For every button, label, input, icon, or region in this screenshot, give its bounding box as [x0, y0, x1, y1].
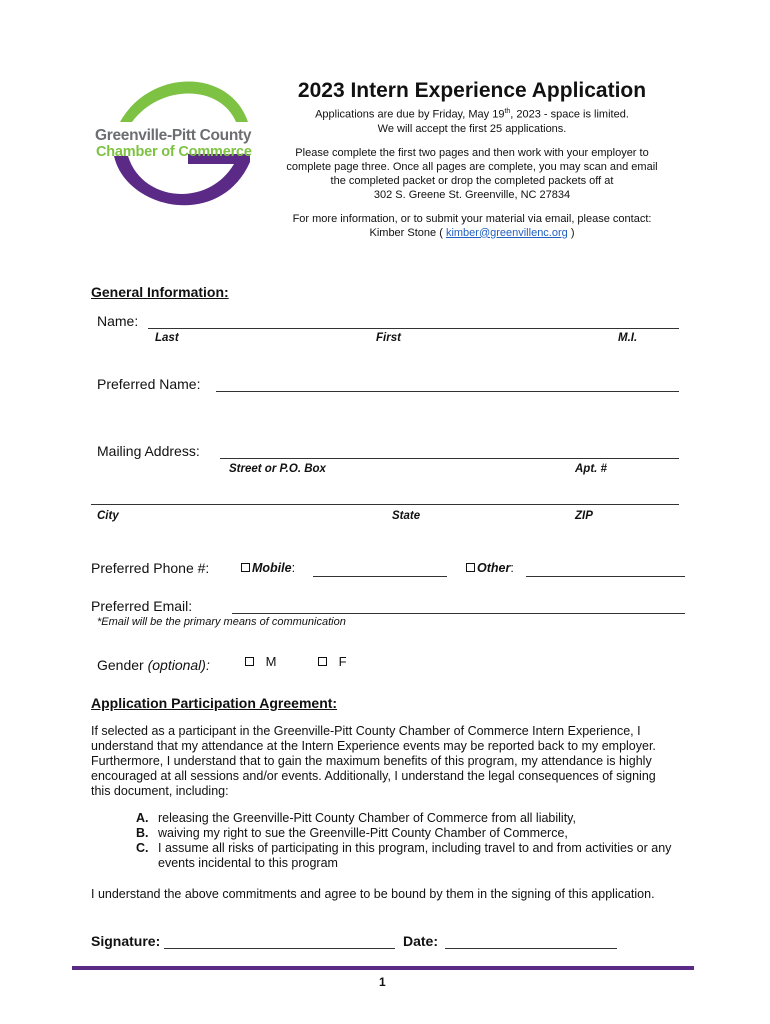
preferred-name-field[interactable] [216, 377, 679, 392]
last-caption: Last [155, 332, 179, 344]
list-text: releasing the Greenville-Pitt County Chamber of Commerce from all liability, [158, 811, 576, 825]
accept-line: We will accept the first 25 applications. [377, 122, 567, 135]
name-field[interactable] [148, 314, 679, 329]
list-letter: C. [136, 841, 149, 855]
list-item [136, 826, 696, 841]
first-caption: First [376, 332, 401, 344]
agreement-closing: I understand the above commitments and agree to be bound by them in the signing of this application. [91, 887, 655, 901]
list-item [136, 841, 696, 856]
street-field[interactable] [220, 444, 679, 459]
instructions-line3: the completed packet or drop the completed packets off at [330, 174, 614, 187]
logo-text-line1: Greenville-Pitt County [95, 127, 252, 144]
list-text: waiving my right to sue the Greenville-Pitt County Chamber of Commerce, [158, 826, 568, 840]
due-date-suffix: th [504, 108, 511, 115]
due-date-text-end: , 2023 - space is limited. [510, 108, 629, 121]
agreement-paragraph [91, 724, 691, 799]
gender-label-wrap [97, 657, 210, 673]
other-option[interactable] [466, 561, 514, 575]
page-title: 2023 Intern Experience Application [297, 79, 647, 102]
due-date-text: Applications are due by Friday, May 19 [315, 108, 505, 121]
contact-name: Kimber Stone ( [369, 226, 443, 239]
contact-email-link[interactable]: kimber@greenvillenc.org [445, 226, 568, 239]
list-letter: B. [136, 826, 149, 840]
name-label: Name: [97, 313, 139, 329]
state-caption: State [392, 510, 421, 522]
date-label: Date: [403, 933, 439, 949]
agreement-list [136, 811, 696, 871]
gender-m-checkbox[interactable] [245, 657, 254, 666]
signature-label: Signature: [91, 933, 161, 949]
address-line: 302 S. Greene St. Greenville, NC 27834 [373, 188, 571, 201]
instructions-line1: Please complete the first two pages and then work with your employer to [295, 146, 649, 159]
list-letter: A. [136, 811, 149, 825]
mobile-checkbox[interactable] [241, 563, 250, 572]
agreement-line: If selected as a participant in the Greenville-Pitt County Chamber of Commerce Intern Experience, I [91, 724, 641, 738]
other-colon: : [510, 561, 514, 575]
city-caption: City [97, 510, 119, 522]
date-field[interactable] [445, 934, 617, 949]
gender-f-option[interactable] [318, 654, 347, 669]
email-field[interactable] [232, 599, 685, 614]
mi-caption: M.I. [618, 332, 638, 344]
agreement-line: this document, including: [91, 784, 229, 798]
other-checkbox[interactable] [466, 563, 475, 572]
preferred-name-label: Preferred Name: [97, 376, 201, 392]
agreement-line: understand that my attendance at the Intern Experience events may be reported back to my employer. [91, 739, 656, 753]
gender-label: Gender [97, 657, 144, 673]
agreement-heading: Application Participation Agreement: [91, 695, 338, 711]
other-phone-field[interactable] [526, 562, 685, 577]
gender-m-label: M [265, 654, 277, 669]
logo-text-line2: Chamber of Commerce [96, 144, 252, 160]
agreement-line: encouraged at all sessions and/or events. Additionally, I understand the legal consequences of signing [91, 769, 656, 783]
contact-name-line [280, 226, 664, 240]
page-number: 1 [379, 975, 386, 989]
mobile-phone-field[interactable] [313, 562, 447, 577]
street-caption: Street or P.O. Box [229, 463, 326, 475]
zip-caption: ZIP [575, 510, 593, 522]
email-label-wrap [91, 598, 192, 614]
gender-optional: (optional): [147, 657, 210, 673]
apt-caption: Apt. # [575, 463, 607, 475]
signature-field[interactable] [164, 934, 395, 949]
mailing-address-label: Mailing Address: [97, 443, 200, 459]
list-text: I assume all risks of participating in this program, including travel to and from activities or any [158, 841, 672, 855]
gender-m-option[interactable] [245, 654, 276, 669]
list-item [136, 811, 696, 826]
footer-rule [72, 966, 694, 970]
contact-close-paren: ) [570, 226, 575, 239]
general-info-heading: General Information: [91, 284, 229, 300]
instructions-line2: complete page three. Once all pages are complete, you may scan and email [286, 160, 658, 173]
contact-line: For more information, or to submit your material via email, please contact: [292, 212, 652, 225]
agreement-line: Furthermore, I understand that to gain the maximum benefits of this program, my attendance is highly [91, 754, 652, 768]
city-state-zip-field[interactable] [91, 490, 679, 505]
email-colon: : [188, 598, 193, 614]
gender-f-label: F [338, 654, 347, 669]
gender-f-checkbox[interactable] [318, 657, 327, 666]
other-label: Other [477, 561, 511, 575]
phone-label: Preferred Phone #: [91, 560, 210, 576]
list-item-continuation: events incidental to this program [158, 856, 338, 870]
due-date-line [280, 105, 664, 122]
mobile-label: Mobile [252, 561, 292, 575]
email-label: Preferred Email [91, 598, 189, 614]
mobile-colon: : [291, 561, 296, 575]
mobile-option[interactable] [241, 561, 295, 575]
email-note: *Email will be the primary means of communication [97, 616, 346, 628]
